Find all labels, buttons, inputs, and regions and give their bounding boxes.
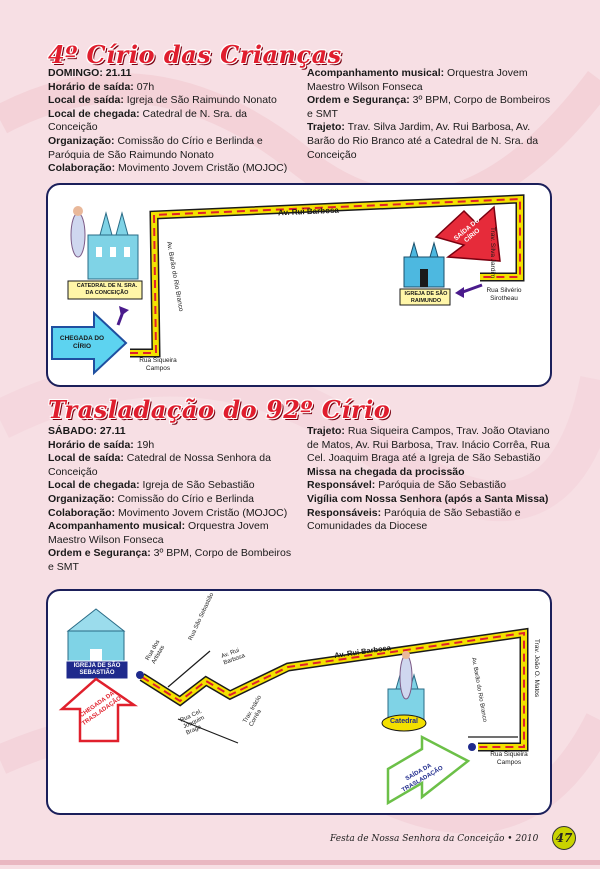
s2-value-organizacao: Comissão do Círio e Berlinda [117, 492, 255, 505]
street-rui2: Av. Rui Barbosa [333, 643, 392, 660]
street-barao: Av. Barão do Rio Branco [165, 241, 185, 313]
s2-value-saida: Catedral de Nossa Senhora da Conceição [48, 452, 271, 478]
saida-label: SAÍDA DO CÍRIO [452, 216, 482, 245]
s2-label-organizacao: Organização: [48, 492, 115, 505]
catedral-label: CATEDRAL DE N. SRA. DA CONCEIÇÃO [76, 283, 138, 296]
s2-date: SÁBADO: 27.11 [48, 425, 126, 437]
s1-value-musica: Orquestra Jovem Maestro Wilson Fonseca [307, 67, 528, 93]
section2-left-info [48, 425, 293, 575]
s2-value-responsaveis: Paróquia de São Sebastião e Comunidades da Diocese [307, 506, 521, 533]
street-sao-sebastiao: Rua São Sebastião [188, 592, 216, 642]
chegada-label: CHEGADA DO CÍRIO [59, 335, 105, 350]
s2-label-saida: Local de saída: [48, 452, 124, 465]
s1-value-chegada: Catedral de N. Sra. da Conceição [48, 107, 248, 134]
section2-right-info [307, 425, 552, 534]
s2-value-responsavel: Paróquia de São Sebastião [378, 479, 507, 492]
street-av-rui-small: Av. Rui Barbosa [220, 647, 246, 667]
street-siqueira2: Rua Siqueira Campos [490, 751, 528, 766]
s1-label-musica: Acompanhamento musical: [307, 67, 445, 79]
section1-left-info [48, 67, 298, 176]
section2-title: Trasladação do 92º Círio [48, 395, 391, 424]
s2-label-horario: Horário de saída: [48, 438, 134, 451]
catedral2-icon [388, 651, 424, 719]
s2-value-trajeto: Rua Siqueira Campos, Trav. João Otaviano de Matos, Av. Rui Barbosa, Trav. Inácio Corrêa, Rua Cel. Joaquim Braga até a Igreja de São Sebastião [307, 425, 550, 465]
section1-title: 4º Círio das Crianças [48, 40, 342, 69]
section1-right-info [307, 67, 552, 162]
s2-label-responsavel: Responsável: [307, 479, 376, 492]
igreja-sebastiao-label: IGREJA DE SÃO SEBASTIÃO [73, 663, 121, 676]
s1-label-colaboracao: Colaboração: [48, 162, 116, 175]
footer-text: Festa de Nossa Senhora da Conceição • 2010 [330, 834, 539, 844]
s1-value-horario: 07h [136, 80, 155, 93]
arrowhead2-icon [455, 287, 464, 298]
s2-label-missa: Missa na chegada da procissão [307, 465, 465, 478]
s1-value-trajeto: Trav. Silva Jardim, Av. Rui Barbosa, Av. Barão do Rio Branco até a Catedral de N. Sra. da Conceição [307, 121, 539, 161]
street-cel-joaquim: Rua Cel. Joaquim Braga [179, 708, 206, 737]
s2-value-musica: Orquestra Jovem Maestro Wilson Fonseca [48, 520, 269, 546]
s2-value-colaboracao: Movimento Jovem Cristão (MOJOC) [118, 506, 288, 519]
street-siqueira: Rua Siqueira Campos [139, 357, 177, 372]
s1-label-trajeto: Trajeto: [307, 121, 345, 134]
s2-value-chegada: Igreja de São Sebastião [142, 479, 255, 492]
catedral-building-icon [71, 206, 138, 279]
catedral2-label: Catedral [389, 718, 418, 725]
street-silva-jardim: Trav. Silva Jardim [489, 227, 496, 279]
s1-label-seguranca: Ordem e Segurança: [307, 94, 410, 107]
s2-value-horario: 19h [136, 438, 155, 451]
s1-label-chegada: Local de chegada: [48, 107, 140, 120]
saida2-label: SAÍDA DA TRASLADAÇÃO [400, 762, 445, 794]
street-inacio: Trav. Inácio Corrêa [242, 694, 263, 728]
street-rui-barbosa: Av. Rui Barbosa [277, 205, 340, 218]
map-1 [46, 183, 552, 387]
s1-label-organizacao: Organização: [48, 134, 115, 147]
s2-label-trajeto: Trajeto: [307, 425, 345, 437]
s2-label-colaboracao: Colaboração: [48, 506, 116, 519]
s1-value-seguranca: 3º BPM, Corpo de Bombeiros e SMT [307, 94, 551, 120]
s1-value-saida: Igreja de São Raimundo Nonato [126, 94, 277, 107]
s2-value-seguranca: 3º BPM, Corpo de Bombeiros e SMT [48, 547, 292, 573]
s2-label-musica: Acompanhamento musical: [48, 520, 186, 533]
chegada2-label: CHEGADA DA TRASLADAÇÃO [79, 690, 123, 727]
end-dot-icon [468, 743, 476, 751]
street-silverio: Rua Silvério Sirotheau [486, 287, 522, 302]
map-2 [46, 589, 552, 815]
start-dot-icon [136, 671, 144, 679]
s2-label-seguranca: Ordem e Segurança: [48, 547, 151, 560]
s1-label-horario: Horário de saída: [48, 80, 134, 93]
s2-label-responsaveis: Responsáveis: [307, 506, 382, 519]
s2-label-vigilia: Vigília com Nossa Senhora (após a Santa Missa) [307, 492, 549, 505]
street-joao-matos: Trav. João O. Matos [533, 639, 540, 698]
page-number: 47 [552, 826, 576, 850]
igreja-raimundo-icon [404, 243, 444, 287]
s1-label-saida: Local de saída: [48, 94, 124, 107]
s1-value-organizacao: Comissão do Círio e Berlinda e Paróquia de São Raimundo Nonato [48, 134, 263, 161]
s2-label-chegada: Local de chegada: [48, 479, 140, 492]
footer-strip [0, 860, 600, 865]
s1-value-colaboracao: Movimento Jovem Cristão (MOJOC) [118, 162, 288, 175]
s1-date: DOMINGO: 21.11 [48, 67, 132, 79]
street-barao2: Av. Barão do Rio Branco [470, 657, 488, 723]
igreja-label: IGREJA DE SÃO RAIMUNDO [404, 291, 448, 304]
street-artistas: Rua dos Artistas [144, 639, 167, 666]
